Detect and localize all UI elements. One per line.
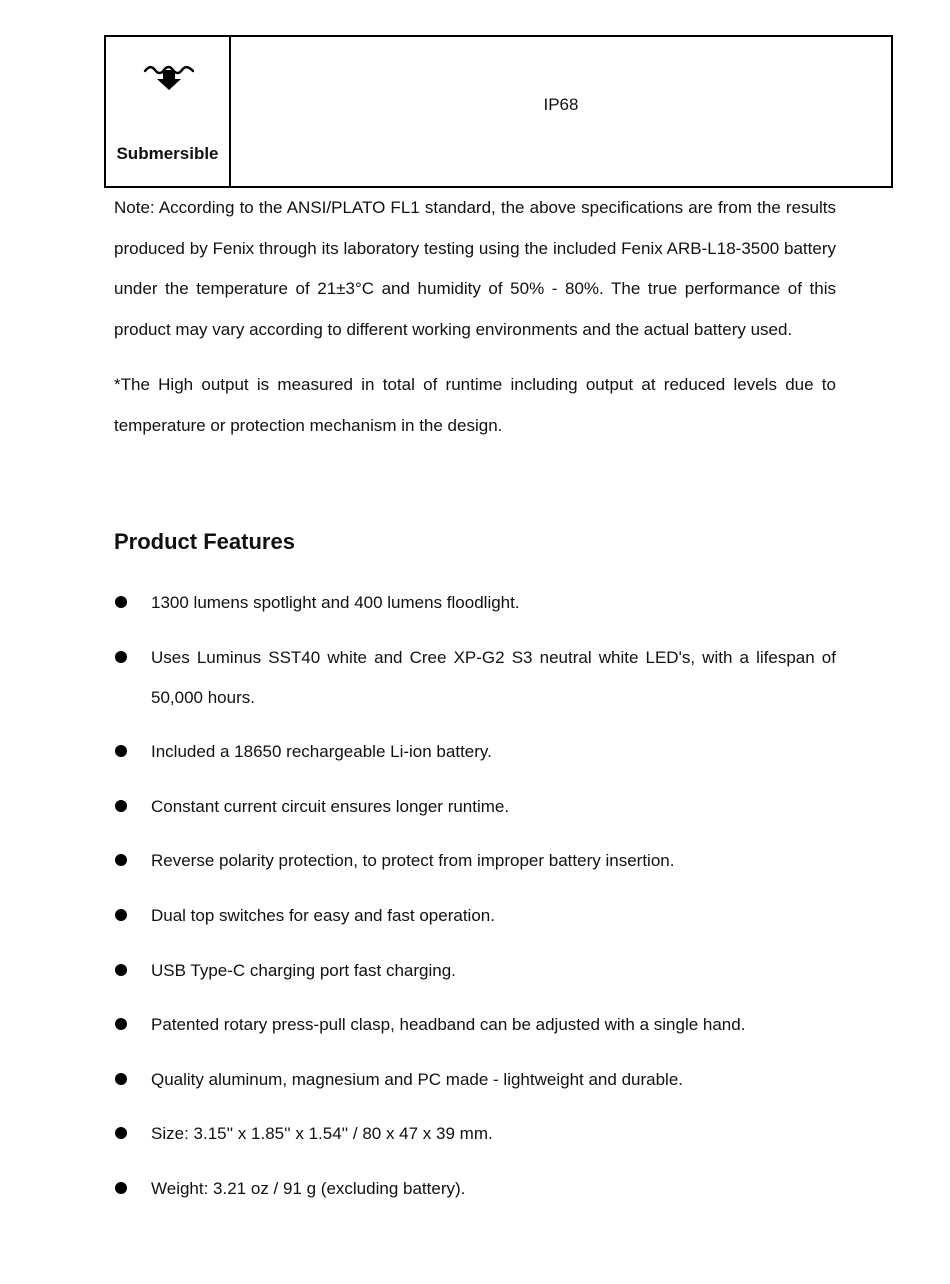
feature-text: Patented rotary press-pull clasp, headband can be adjusted with a single hand. [151, 1015, 746, 1035]
feature-text: Quality aluminum, magnesium and PC made - lightweight and durable. [151, 1069, 683, 1089]
feature-text: Size: 3.15'' x 1.85'' x 1.54'' / 80 x 47 x 39 mm. [151, 1124, 493, 1144]
feature-text: Dual top switches for easy and fast operation. [151, 905, 495, 925]
bullet-icon [115, 1073, 127, 1085]
bullet-icon [115, 854, 127, 866]
bullet-icon [115, 1018, 127, 1030]
feature-item [114, 1114, 836, 1154]
section-title: Product Features [114, 529, 295, 554]
feature-text: Uses Luminus SST40 white and Cree XP-G2 S3 neutral white LED's, with a lifespan of 50,000 hours. [151, 647, 836, 707]
spec-icon-cell [106, 37, 231, 186]
feature-item [114, 732, 836, 772]
bullet-icon [115, 964, 127, 976]
bullet-icon [115, 1182, 127, 1194]
feature-text: Constant current circuit ensures longer runtime. [151, 796, 510, 816]
bullet-icon [115, 651, 127, 663]
bullet-icon [115, 909, 127, 921]
feature-list [114, 583, 836, 1224]
feature-item [114, 1169, 836, 1209]
bullet-icon [115, 1127, 127, 1139]
spec-label: Submersible [116, 144, 219, 163]
bullet-icon [115, 596, 127, 608]
feature-text: Reverse polarity protection, to protect from improper battery insertion. [151, 851, 675, 871]
bullet-icon [115, 745, 127, 757]
feature-item [114, 638, 836, 718]
spec-value-cell [231, 37, 891, 186]
bullet-icon [115, 800, 127, 812]
feature-text: Included a 18650 rechargeable Li-ion battery. [151, 742, 492, 762]
feature-item [114, 951, 836, 991]
feature-text: USB Type-C charging port fast charging. [151, 960, 456, 980]
feature-text: Weight: 3.21 oz / 91 g (excluding battery). [151, 1178, 466, 1198]
feature-item [114, 841, 836, 881]
feature-text: 1300 lumens spotlight and 400 lumens floodlight. [151, 593, 520, 612]
feature-item [114, 583, 836, 623]
note-paragraph: Note: According to the ANSI/PLATO FL1 standard, the above specifications are from the results produced by Fenix through its laboratory testing using the included Fenix ARB-L18-3500 battery under the temperature of 21±3°C and humidity of 50% - 80%. The true performance of this product may vary according to different working environments and the actual battery used. [114, 198, 836, 339]
spec-table [104, 35, 893, 188]
feature-item [114, 787, 836, 827]
feature-item [114, 1060, 836, 1100]
spec-value: IP68 [543, 95, 579, 114]
feature-item [114, 896, 836, 936]
submersible-icon [143, 62, 195, 92]
footnote-paragraph: *The High output is measured in total of runtime including output at reduced levels due to temperature or protection mechanism in the design. [114, 375, 836, 435]
feature-item [114, 1005, 836, 1045]
